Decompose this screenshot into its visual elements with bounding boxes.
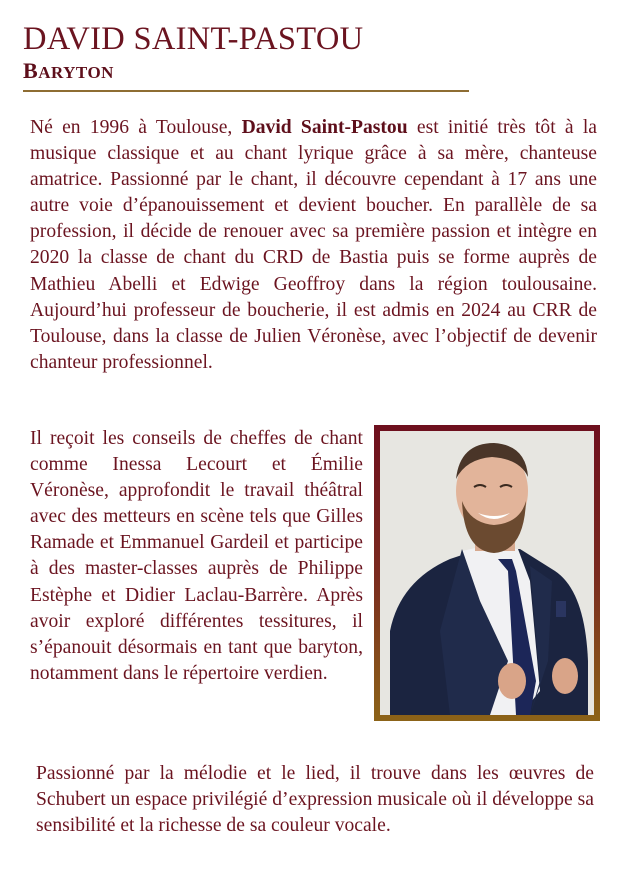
portrait-frame [374, 425, 600, 721]
portrait-illustration [380, 431, 594, 715]
artist-name: DAVID SAINT-PASTOU [23, 21, 364, 57]
voice-type-rest: ARYTON [38, 63, 114, 82]
bio-paragraph-1 [30, 115, 597, 376]
bio-name-bold: David Saint-Pastou [241, 117, 408, 138]
header-divider [23, 90, 469, 92]
portrait-photo [380, 431, 594, 715]
bio-text: est initié très tôt à la musique classique et au chant lyrique grâce à sa mère, chanteuse amatrice. Passionné par le chant, il découvre cependant à 17 ans une autre voie d’épanouissement et devient boucher. En parallèle de sa profession, il décide de renouer avec sa première passion et intègre en 2020 la classe de chant du CRD de Bastia puis se forme auprès de Mathieu Abelli et Edwige Geoffroy dans la région toulousaine. Aujourd’hui professeur de boucherie, il est admis en 2024 au CRR de Toulouse, dans la classe de Julien Véronèse, avec l’objectif de devenir chanteur professionnel. [30, 117, 597, 373]
bio-paragraph-2: Il reçoit les conseils de cheffes de chant comme Inessa Lecourt et Émilie Véronèse, approfondit le travail théâtral avec des metteurs en scène tels que Gilles Ramade et Emmanuel Gardeil et participe à des master-classes auprès de Philippe Estèphe et Didier Laclau-Barrère. Après avoir exploré différentes tessitures, il s’épanouit désormais en tant que baryton, notamment dans le répertoire verdien. [30, 428, 363, 684]
bio-text: Né en 1996 à Toulouse, [30, 117, 242, 138]
voice-type-initial: B [23, 58, 39, 83]
voice-type [23, 58, 114, 86]
bio-paragraph-3: Passionné par la mélodie et le lied, il trouve dans les œuvres de Schubert un espace privilégié d’expression musicale où il développe sa sensibilité et la richesse de sa couleur vocale. [36, 763, 594, 837]
